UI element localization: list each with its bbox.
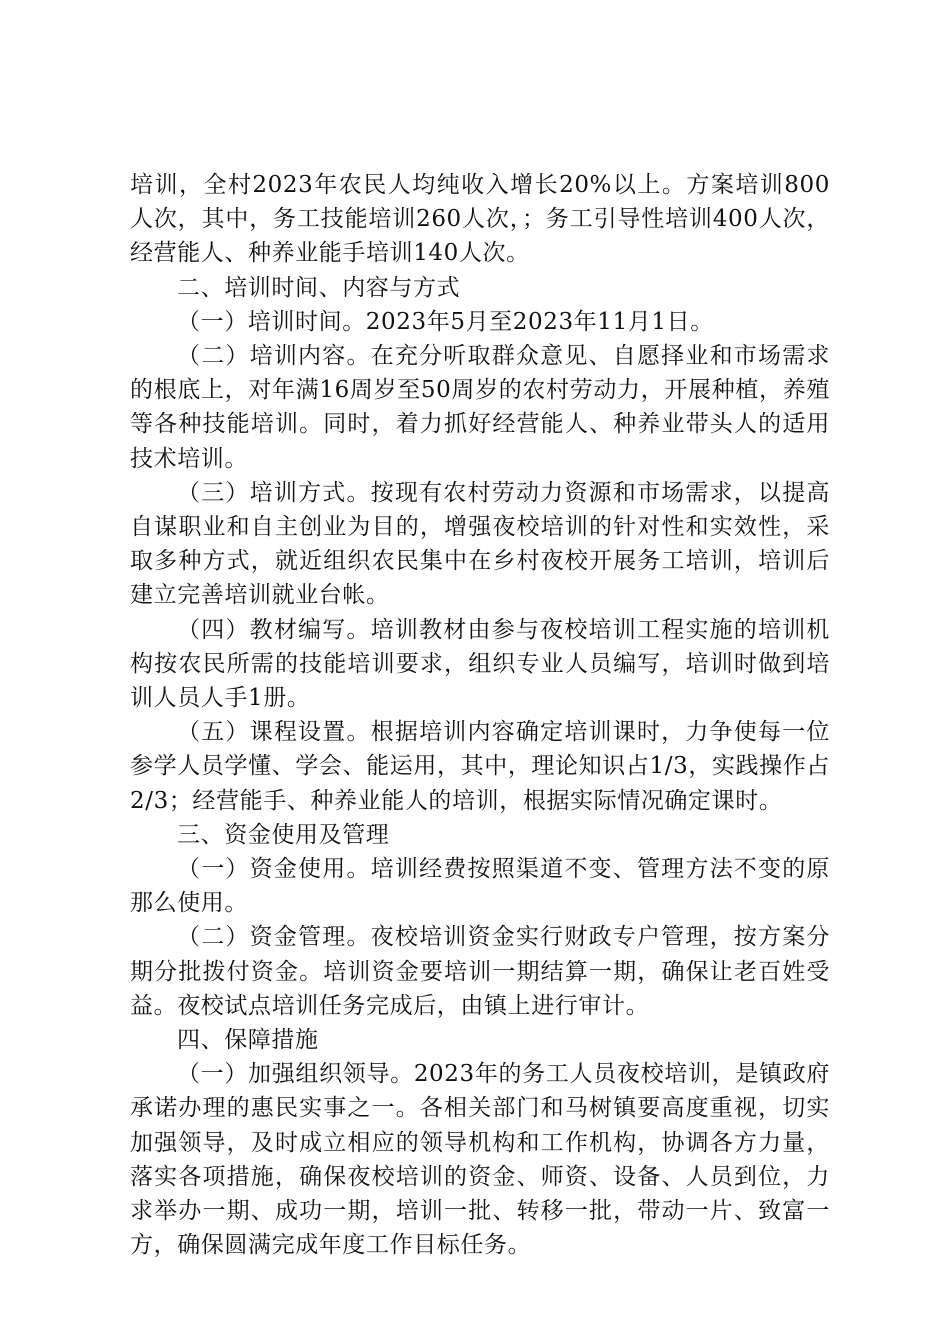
- document-body: [130, 168, 830, 1263]
- paragraph-funds-use: （一）资金使用。培训经费按照渠道不变、管理方法不变的原那么使用。: [130, 856, 830, 917]
- paragraph-textbook-writing: （四）教材编写。培训教材由参与夜校培训工程实施的培训机构按农民所需的技能培训要求，组织专业人员编写，培训时做到培训人员人手1册。: [130, 616, 830, 712]
- paragraph-organization-leadership: （一）加强组织领导。2023年的务工人员夜校培训，是镇政府承诺办理的惠民实事之一。各相关部门和马树镇要高度重视，切实加强领导，及时成立相应的领导机构和工作机构，协调各方力量，落实各项措施，确保夜校培训的资金、师资、设备、人员到位，力求举办一期、成功一期，培训一批、转移一批，带动一片、致富一方，确保圆满完成年度工作目标任务。: [130, 1061, 830, 1259]
- paragraph-training-method: （三）培训方式。按现有农村劳动力资源和市场需求，以提高自谋职业和自主创业为目的，增强夜校培训的针对性和实效性，采取多种方式，就近组织农民集中在乡村夜校开展务工培训，培训后建立完善培训就业台帐。: [130, 479, 830, 609]
- paragraph-summary: 培训，全村2023年农民人均纯收入增长20%以上。方案培训800人次，其中，务工技能培训260人次，；务工引导性培训400人次，经营能人、种养业能手培训140人次。: [130, 172, 830, 267]
- section-heading-safeguards: 四、保障措施: [177, 1027, 319, 1054]
- paragraph-training-content: （二）培训内容。在充分听取群众意见、自愿择业和市场需求的根底上，对年满16周岁至50周岁的农村劳动力，开展种植，养殖等各种技能培训。同时，着力抓好经营能人、种养业带头人的适用技术培训。: [130, 343, 830, 472]
- paragraph-training-time: （一）培训时间。2023年5月至2023年11月1日。: [177, 308, 714, 335]
- section-heading-funds: 三、资金使用及管理: [177, 821, 390, 848]
- paragraph-funds-management: （二）资金管理。夜校培训资金实行财政专户管理，按方案分期分批拨付资金。培训资金要培训一期结算一期，确保让老百姓受益。夜校试点培训任务完成后，由镇上进行审计。: [130, 924, 830, 1019]
- paragraph-course-setup: （五）课程设置。根据培训内容确定培训课时，力争使每一位参学人员学懂、学会、能运用，其中，理论知识占1/3，实践操作占2/3；经营能手、种养业能人的培训，根据实际情况确定课时。: [130, 719, 830, 814]
- section-heading-schedule-content-method: 二、培训时间、内容与方式: [177, 274, 461, 301]
